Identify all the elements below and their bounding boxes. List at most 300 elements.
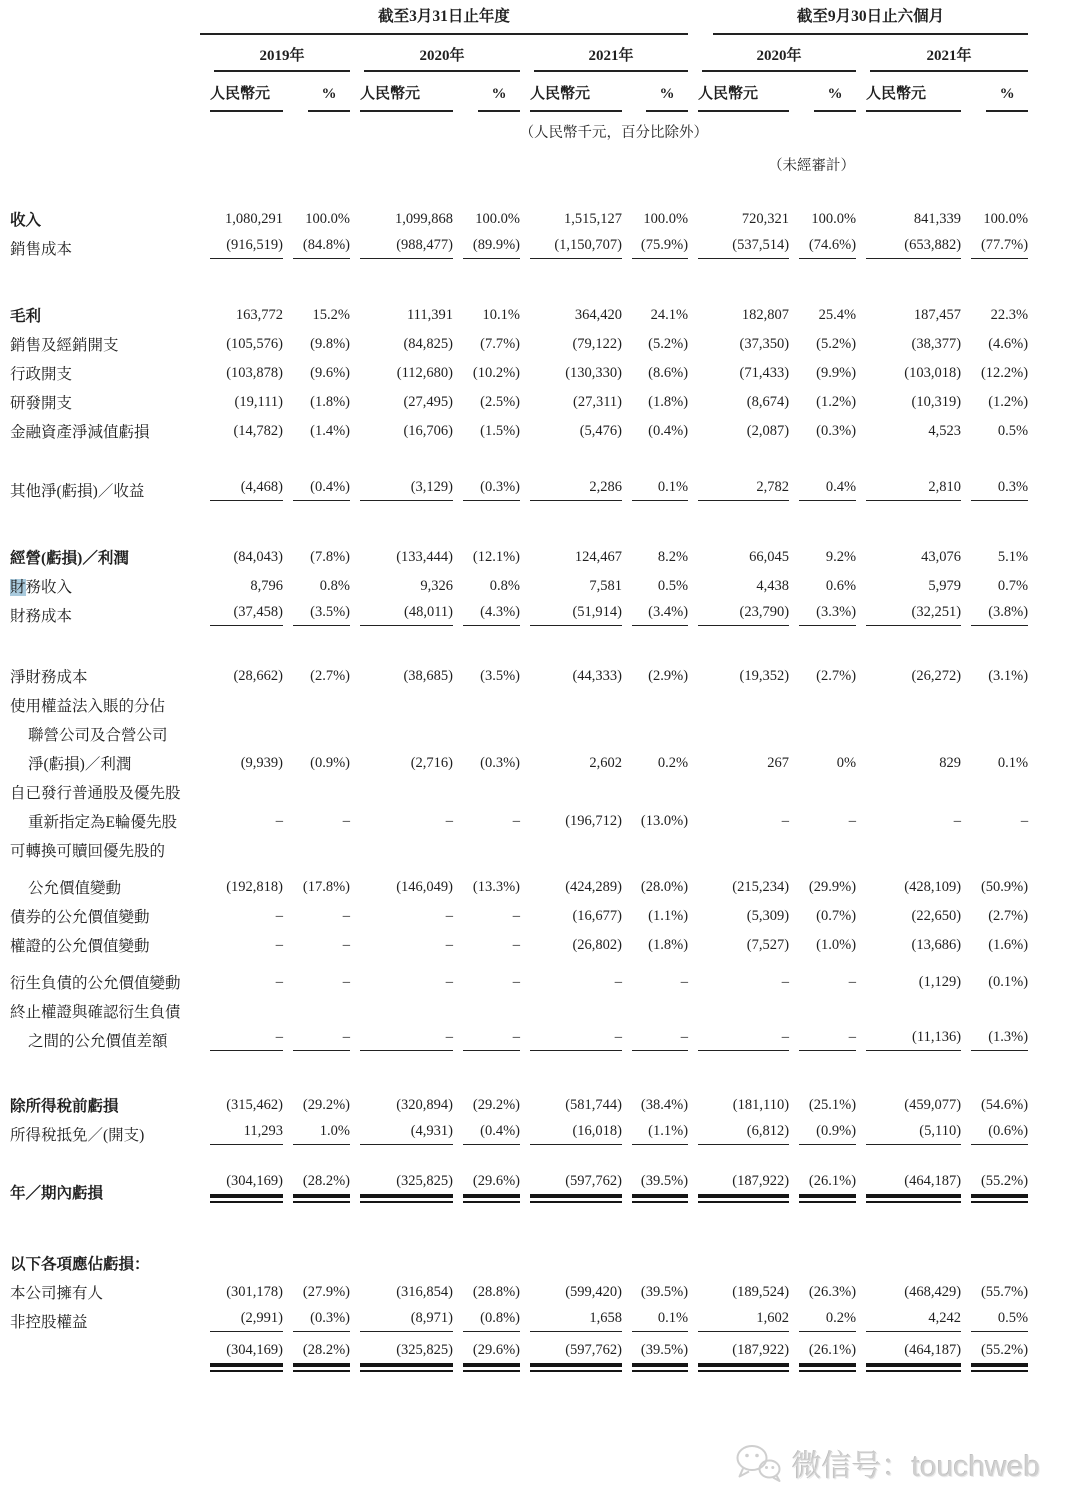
cell-value: (0.4%) (453, 1116, 520, 1145)
cell-value: (38,377) (911, 336, 962, 352)
cell-value: (597,762) (520, 1342, 622, 1372)
table-row (0, 539, 1066, 568)
cell-value: (48,011) (350, 597, 453, 626)
cell-value: (3.3%) (789, 597, 856, 626)
cell-value: (38.4%) (640, 1097, 689, 1113)
cell-value: 187,457 (913, 307, 962, 323)
cell-value (350, 993, 453, 1022)
row-label: 財務收入 (10, 579, 73, 596)
cell-value: 8,796 (250, 578, 283, 594)
table-row (0, 297, 1066, 326)
cell-value: 22.3% (990, 307, 1029, 323)
cell-value: 182,807 (741, 307, 790, 323)
cell-value (283, 716, 350, 745)
cell-value: 100.0% (983, 211, 1029, 227)
cell-value (520, 774, 622, 803)
cell-value: 2,782 (688, 472, 789, 501)
cell-value: 25.4% (818, 307, 857, 323)
cell-value: 0.5% (657, 578, 689, 594)
cell-value: (599,420) (565, 1284, 622, 1300)
right-margin-spacer (1028, 1173, 1066, 1203)
table-row (0, 993, 1066, 1022)
period-header-row (0, 0, 1066, 35)
cell-value: (1.8%) (648, 394, 689, 410)
cell-value: (89.9%) (453, 230, 520, 259)
cell-value: – (275, 813, 283, 829)
cell-value: – (781, 813, 790, 829)
table-row (0, 869, 1066, 898)
cell-value: (1.8%) (310, 394, 350, 410)
cell-value (961, 1245, 1028, 1274)
cell-value: 1,099,868 (395, 211, 453, 227)
cell-value (350, 716, 453, 745)
cell-value: (16,677) (572, 908, 622, 924)
percent-header: % (789, 72, 856, 112)
right-margin-spacer (1028, 1303, 1066, 1332)
cell-value: (3.4%) (622, 597, 688, 626)
cell-value: – (445, 937, 453, 953)
unit-header-row (0, 72, 1066, 112)
cell-value: 10.1% (482, 307, 520, 323)
cell-value: 0.1% (622, 472, 688, 501)
row-label: 銷售成本 (10, 241, 73, 258)
cell-value: (103,878) (226, 365, 283, 381)
cell-value (789, 716, 856, 745)
cell-value: (23,790) (688, 597, 789, 626)
percent-header: % (283, 72, 350, 112)
cell-value: (3,129) (350, 472, 453, 501)
cell-value: – (350, 1022, 453, 1051)
cell-value (520, 1245, 622, 1274)
cell-value: (146,049) (396, 879, 453, 895)
cell-value (688, 687, 789, 716)
cell-value: (916,519) (200, 230, 283, 259)
cell-value: – (275, 937, 283, 953)
cell-value: (54.6%) (980, 1097, 1029, 1113)
cell-value: – (848, 974, 857, 990)
cell-value: 1,515,127 (564, 211, 622, 227)
cell-value: (0.4%) (648, 423, 689, 439)
cell-value: (325,825) (350, 1173, 453, 1203)
unaudited-note: （未經審計） (768, 158, 856, 174)
cell-value (520, 832, 622, 861)
row-label: 之間的公允價值差額 (28, 1033, 168, 1050)
cell-value (200, 687, 283, 716)
row-label: 財務成本 (10, 608, 73, 625)
cell-value: (428,109) (904, 879, 962, 895)
row-label: 重新指定為E輪優先股 (28, 814, 177, 831)
cell-value: (215,234) (732, 879, 790, 895)
row-label: 使用權益法入賬的分佔 (10, 698, 166, 715)
cell-value: (3.8%) (961, 597, 1028, 626)
cell-value (453, 716, 520, 745)
year-header-2021: 2021年 (520, 35, 688, 72)
cell-value (856, 832, 961, 861)
row-label: 研發開支 (10, 395, 73, 412)
cell-value: (468,429) (904, 1284, 962, 1300)
cell-value: (0.8%) (453, 1303, 520, 1332)
cell-value: (26,272) (911, 668, 962, 684)
label-column-spacer (0, 35, 200, 72)
cell-value (283, 993, 350, 1022)
cell-value: 267 (767, 755, 790, 771)
cell-value: 0.8% (489, 578, 520, 594)
table-row (0, 355, 1066, 384)
cell-value: (1.8%) (648, 937, 689, 953)
right-margin-spacer (1028, 597, 1066, 626)
cell-value (622, 1245, 688, 1274)
cell-value: (74.6%) (789, 230, 856, 259)
label-column-spacer (0, 0, 200, 35)
right-margin-spacer (1028, 355, 1066, 384)
cell-value: (130,330) (565, 365, 622, 381)
cell-value (350, 774, 453, 803)
cell-value: 11,293 (200, 1116, 283, 1145)
cell-value (200, 993, 283, 1022)
row-label: 金融資產淨減值虧損 (10, 424, 150, 441)
cell-value: (0.1%) (988, 974, 1029, 990)
cell-value: (10.2%) (472, 365, 520, 381)
unit-header: 人民幣元 (520, 72, 622, 112)
cell-value (200, 832, 283, 861)
cell-value: (187,922) (688, 1342, 789, 1372)
cell-value: – (688, 1022, 789, 1051)
row-label: 所得稅抵免／(開支) (10, 1127, 145, 1144)
cell-value: 100.0% (305, 211, 350, 227)
cell-value: (27.9%) (302, 1284, 350, 1300)
cell-value: (16,706) (403, 423, 453, 439)
cell-value: (6,812) (688, 1116, 789, 1145)
cell-value (688, 993, 789, 1022)
cell-value: (0.3%) (283, 1303, 350, 1332)
cell-value (622, 687, 688, 716)
cell-value: (27,311) (573, 394, 622, 410)
cell-value: (29.2%) (302, 1097, 350, 1113)
cell-value: (28.2%) (283, 1342, 350, 1372)
cell-value (350, 832, 453, 861)
cell-value: 66,045 (749, 549, 790, 565)
cell-value: (28,662) (233, 668, 283, 684)
cell-value: (1.4%) (310, 423, 350, 439)
table-row (0, 201, 1066, 230)
cell-value: (988,477) (350, 230, 453, 259)
right-margin-spacer (1028, 384, 1066, 413)
cell-value: (84.8%) (283, 230, 350, 259)
cell-value: 2,602 (589, 755, 622, 771)
cell-value: (75.9%) (622, 230, 688, 259)
cell-value: (103,018) (904, 365, 962, 381)
table-row (0, 687, 1066, 716)
cell-value: (26.1%) (789, 1173, 856, 1203)
cell-value: (8,674) (746, 394, 790, 410)
spacer-row (0, 1332, 1066, 1342)
cell-value: (51,914) (520, 597, 622, 626)
row-label: 債券的公允價值變動 (10, 909, 150, 926)
row-label: 經營(虧損)／利潤 (10, 550, 129, 567)
row-label (0, 1342, 200, 1372)
cell-value (688, 774, 789, 803)
cell-value: (424,289) (565, 879, 622, 895)
right-margin-spacer (1028, 297, 1066, 326)
cell-value: (19,111) (234, 394, 283, 410)
row-label: 本公司擁有人 (10, 1285, 104, 1302)
row-label: 其他淨(虧損)／收益 (10, 483, 145, 500)
row-label: 衍生負債的公允價值變動 (10, 975, 181, 992)
cell-value (453, 832, 520, 861)
cell-value: 0.5% (961, 1303, 1028, 1332)
unit-header: 人民幣元 (856, 72, 961, 112)
cell-value: (5,476) (579, 423, 622, 439)
cell-value (789, 774, 856, 803)
right-margin-spacer (1028, 774, 1066, 803)
cell-value: 2,286 (520, 472, 622, 501)
cell-value: (112,680) (396, 365, 453, 381)
cell-value: – (680, 974, 689, 990)
unit-header: 人民幣元 (688, 72, 789, 112)
cell-value: (2,087) (746, 423, 790, 439)
watermark (734, 1441, 1040, 1485)
cell-value: (13,686) (911, 937, 962, 953)
cell-value: (464,187) (856, 1342, 961, 1372)
cell-value: 8.2% (657, 549, 689, 565)
cell-value: (181,110) (732, 1097, 790, 1113)
row-label: 行政開支 (10, 366, 73, 383)
cell-value (283, 1245, 350, 1274)
right-margin-spacer (1028, 964, 1066, 993)
cell-value: (0.4%) (283, 472, 350, 501)
cell-value: – (342, 974, 350, 990)
cell-value: (0.9%) (789, 1116, 856, 1145)
cell-value: (29.6%) (453, 1342, 520, 1372)
cell-value: – (520, 1022, 622, 1051)
right-margin-spacer (1028, 687, 1066, 716)
table-row (0, 472, 1066, 501)
row-label: 自已發行普通股及優先股 (10, 785, 181, 802)
cell-value: 0.1% (997, 755, 1029, 771)
cell-value: – (275, 908, 283, 924)
row-label: 聯營公司及合營公司 (28, 727, 168, 744)
cell-value: 24.1% (650, 307, 689, 323)
cell-value: 0.7% (997, 578, 1029, 594)
cell-value: (5,309) (746, 908, 790, 924)
row-label: 權證的公允價值變動 (10, 938, 150, 955)
row-label: 非控股權益 (10, 1314, 88, 1331)
row-label: 公允價值變動 (28, 880, 122, 897)
cell-value: (1.2%) (988, 394, 1029, 410)
table-row (0, 658, 1066, 687)
cell-value (789, 832, 856, 861)
units-note-row (0, 112, 1066, 142)
cell-value: (28.8%) (472, 1284, 520, 1300)
cell-value: – (512, 908, 520, 924)
cell-value (856, 1245, 961, 1274)
table-row (0, 1173, 1066, 1203)
cell-value (789, 993, 856, 1022)
cell-value (283, 687, 350, 716)
cell-value: (4,468) (200, 472, 283, 501)
spacer-row (0, 175, 1066, 201)
cell-value: – (342, 908, 350, 924)
cell-value: (189,524) (732, 1284, 790, 1300)
cell-value: 0.2% (657, 755, 689, 771)
cell-value (856, 687, 961, 716)
cell-value: (581,744) (565, 1097, 622, 1113)
table-row (0, 774, 1066, 803)
cell-value: (1,150,707) (520, 230, 622, 259)
cell-value (622, 774, 688, 803)
right-margin-spacer (1028, 803, 1066, 832)
cell-value: (8.6%) (648, 365, 689, 381)
cell-value (688, 832, 789, 861)
cell-value: 1,658 (520, 1303, 622, 1332)
cell-value: (32,251) (856, 597, 961, 626)
right-margin-spacer (1028, 568, 1066, 597)
spacer-row (0, 1051, 1066, 1087)
cell-value: (1.6%) (988, 937, 1029, 953)
cell-value (200, 1245, 283, 1274)
cell-value (350, 687, 453, 716)
cell-value (856, 774, 961, 803)
unit-header: 人民幣元 (350, 72, 453, 112)
table-row (0, 964, 1066, 993)
right-margin-spacer (1028, 1274, 1066, 1303)
period-group-interim (688, 0, 1028, 35)
right-margin-spacer (1028, 230, 1066, 259)
cell-value: (44,333) (572, 668, 622, 684)
cell-value: (133,444) (396, 549, 453, 565)
right-margin-spacer (1028, 1245, 1066, 1274)
watermark-text: 微信号：touchweb (791, 1450, 1040, 1483)
cell-value: (26.1%) (789, 1342, 856, 1372)
cell-value: (192,818) (226, 879, 283, 895)
cell-value: 9.2% (825, 549, 857, 565)
period-group-annual (200, 0, 688, 35)
right-margin-spacer (1028, 1342, 1066, 1372)
cell-value: 0.8% (319, 578, 350, 594)
cell-value: (2.7%) (988, 908, 1029, 924)
cell-value: (1.3%) (961, 1022, 1028, 1051)
cell-value: (79,122) (572, 336, 622, 352)
table-row (0, 927, 1066, 956)
cell-value: 111,391 (406, 307, 453, 323)
cell-value: (1.5%) (480, 423, 520, 439)
table-body (0, 201, 1066, 1372)
right-margin-spacer (1028, 201, 1066, 230)
cell-value: (2.7%) (310, 668, 350, 684)
cell-value: (1.2%) (816, 394, 857, 410)
cell-value: (0.3%) (480, 755, 520, 771)
spacer-row (0, 626, 1066, 658)
cell-value: 4,242 (856, 1303, 961, 1332)
cell-value (283, 832, 350, 861)
cell-value (453, 1245, 520, 1274)
cell-value (520, 687, 622, 716)
table-row (0, 230, 1066, 259)
cell-value (520, 716, 622, 745)
wechat-icon (734, 1443, 782, 1483)
cell-value (622, 832, 688, 861)
row-label: 終止權證與確認衍生負債 (10, 1004, 181, 1021)
cell-value: (55.2%) (961, 1342, 1028, 1372)
cell-value: 720,321 (741, 211, 790, 227)
right-margin-spacer (1028, 326, 1066, 355)
cell-value: 0.5% (997, 423, 1029, 439)
cell-value (453, 687, 520, 716)
unit-header: 人民幣元 (200, 72, 283, 112)
cell-value: (50.9%) (980, 879, 1029, 895)
cell-value: 1,602 (688, 1303, 789, 1332)
cell-value (622, 716, 688, 745)
table-row (0, 803, 1066, 832)
right-margin-spacer (1028, 716, 1066, 745)
cell-value: (301,178) (226, 1284, 283, 1300)
cell-value: 15.2% (312, 307, 350, 323)
cell-value: (4,931) (350, 1116, 453, 1145)
cell-value: 364,420 (574, 307, 622, 323)
cell-value: (37,350) (739, 336, 790, 352)
cell-value: (13.0%) (640, 813, 689, 829)
cell-value: – (342, 813, 350, 829)
cell-value: (316,854) (396, 1284, 453, 1300)
table-row (0, 1342, 1066, 1372)
cell-value: (14,782) (233, 423, 283, 439)
cell-value: (84,825) (403, 336, 453, 352)
right-margin-spacer (1028, 1087, 1066, 1116)
table-row (0, 1303, 1066, 1332)
cell-value: (0.9%) (310, 755, 350, 771)
spacer-row (0, 1203, 1066, 1245)
cell-value: (13.3%) (472, 879, 520, 895)
cell-value: (39.5%) (622, 1173, 688, 1203)
cell-value: 100.0% (643, 211, 689, 227)
cell-value: (77.7%) (961, 230, 1028, 259)
cell-value (350, 1245, 453, 1274)
right-margin-spacer (1028, 658, 1066, 687)
row-label: 毛利 (10, 308, 42, 325)
table-row (0, 1022, 1066, 1051)
right-margin-spacer (1028, 539, 1066, 568)
cell-value: (304,169) (200, 1173, 283, 1203)
cell-value: (464,187) (856, 1173, 961, 1203)
cell-value: – (614, 974, 622, 990)
cell-value: – (1020, 813, 1029, 829)
right-margin-spacer (1028, 993, 1066, 1022)
right-margin-spacer (1028, 0, 1066, 35)
unaudited-note-row (0, 142, 1066, 175)
cell-value: (1.1%) (622, 1116, 688, 1145)
cell-value: 1,080,291 (225, 211, 283, 227)
cell-value (688, 1245, 789, 1274)
right-margin-spacer (1028, 898, 1066, 927)
right-margin-spacer (1028, 832, 1066, 861)
cell-value: 7,581 (589, 578, 622, 594)
cell-value: (28.0%) (640, 879, 689, 895)
cell-value (453, 993, 520, 1022)
cell-value: 100.0% (475, 211, 520, 227)
cell-value: (29.2%) (472, 1097, 520, 1113)
cell-value: (459,077) (904, 1097, 962, 1113)
cell-value: (5,110) (856, 1116, 961, 1145)
row-label: 除所得稅前虧損 (10, 1098, 119, 1115)
cell-value: – (200, 1022, 283, 1051)
cell-value: – (512, 937, 520, 953)
cell-value: – (275, 974, 283, 990)
cell-value: (22,650) (911, 908, 962, 924)
cell-value: 841,339 (913, 211, 962, 227)
cell-value: 4,438 (756, 578, 790, 594)
cell-value: (38,685) (403, 668, 453, 684)
cell-value: 124,467 (574, 549, 622, 565)
